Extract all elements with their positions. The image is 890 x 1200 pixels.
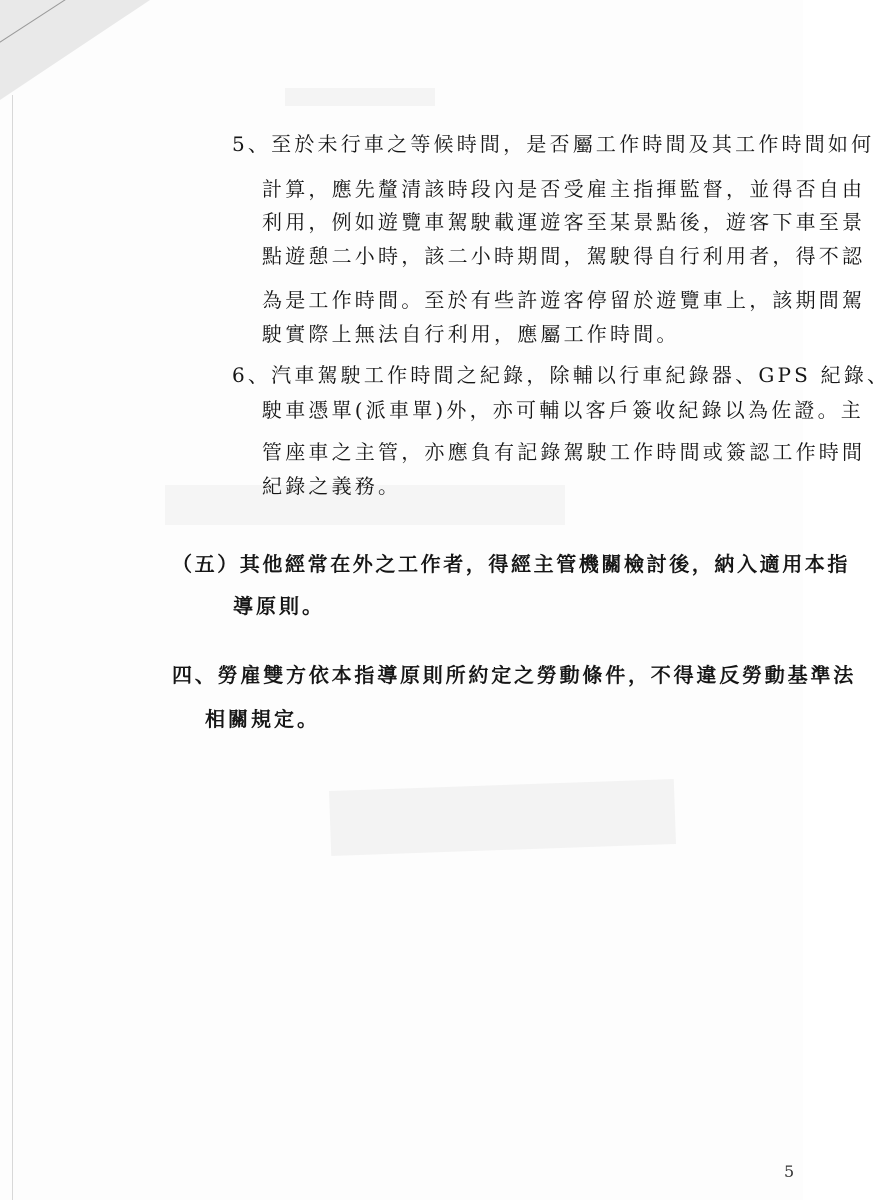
item-5-line-1: 5、至於未行車之等候時間，是否屬工作時間及其工作時間如何 — [232, 132, 875, 156]
item-6-line-3: 管座車之主管，亦應負有記錄駕駛工作時間或簽認工作時間 — [262, 440, 866, 464]
show-through-top — [285, 88, 435, 106]
paper-edge — [12, 95, 13, 1200]
item-6-line-4: 紀錄之義務。 — [262, 474, 402, 498]
item-5-line-3: 利用，例如遊覽車駕駛載運遊客至某景點後，遊客下車至景 — [262, 210, 866, 234]
item-6-line-1: 6、汽車駕駛工作時間之紀錄，除輔以行車紀錄器、GPS 紀錄、 — [232, 363, 890, 387]
item-5-line-4: 點遊憩二小時，該二小時期間，駕駛得自行利用者，得不認 — [262, 244, 866, 268]
item-6-line-2: 駛車憑單(派車單)外，亦可輔以客戶簽收紀錄以為佐證。主 — [262, 398, 865, 422]
item-5-line-5: 為是工作時間。至於有些許遊客停留於遊覽車上，該期間駕 — [262, 288, 866, 312]
page-number: 5 — [784, 1162, 795, 1181]
item-5-line-2: 計算，應先釐清該時段內是否受雇主指揮監督，並得否自由 — [262, 177, 866, 201]
section-5-line-1: （五）其他經常在外之工作者，得經主管機關檢討後，納入適用本指 — [172, 552, 850, 576]
section-5-line-2: 導原則。 — [233, 594, 325, 618]
section-4-line-1: 四、勞雇雙方依本指導原則所約定之勞動條件，不得違反勞動基準法 — [172, 663, 856, 687]
section-4-line-2: 相關規定。 — [205, 707, 320, 731]
show-through-seal — [329, 779, 676, 856]
item-5-line-6: 駛實際上無法自行利用，應屬工作時間。 — [262, 322, 680, 346]
folded-corner — [0, 0, 150, 100]
